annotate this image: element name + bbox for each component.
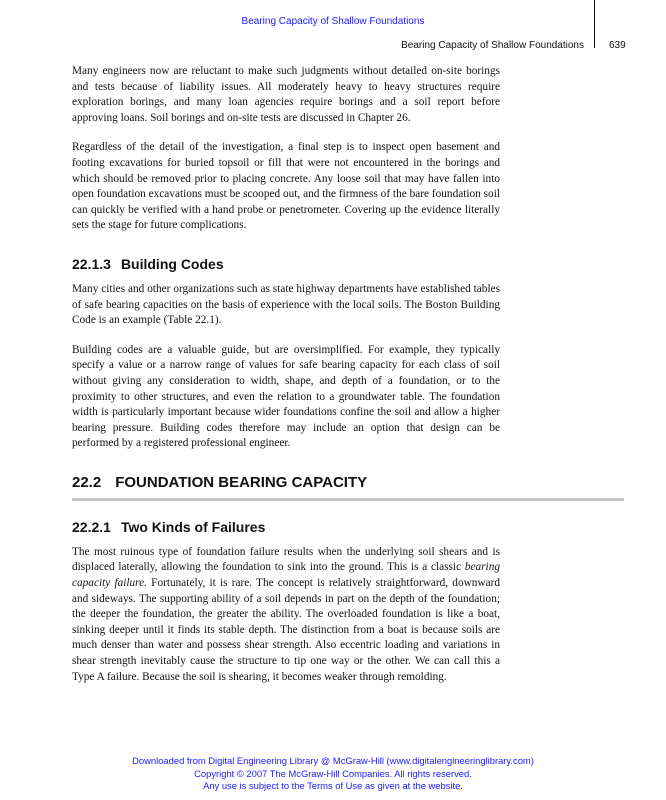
footer-terms-line: Any use is subject to the Terms of Use as given at the website. <box>203 780 463 792</box>
heading-rule <box>72 498 624 501</box>
page-body <box>72 64 500 685</box>
footer-notice <box>0 755 666 793</box>
section-title: Building Codes <box>120 255 224 272</box>
footer-copyright-line: Copyright © 2007 The McGraw-Hill Companies. All rights reserved. <box>194 767 472 779</box>
paragraph-3: Many cities and other organizations such as state highway departments have established tables of safe bearing capacities on the basis of experience with the local soils. The Boston Building Code is an example (Table 22.1). <box>72 282 500 327</box>
chapter-section-title: FOUNDATION BEARING CAPACITY <box>115 473 368 491</box>
paragraph-5 <box>72 545 500 685</box>
top-banner-title: Bearing Capacity of Shallow Foundations <box>241 16 425 27</box>
footer-download-line[interactable]: Downloaded from Digital Engineering Library @ McGraw-Hill (www.digitalengineeringlibrary.com) <box>132 755 534 766</box>
paragraph-1: Many engineers now are reluctant to make such judgments without detailed on-site borings and tests because of liability issues. All moderately heavy to heavy structures require exploration borings, and many loan agencies require borings and a soil report before approving loans. Soil borings and on-site tests are discussed in Chapter 26. <box>72 65 500 124</box>
emphasis-bearing-capacity-failure: bearing capacity failure. <box>72 561 500 590</box>
section-title: Two Kinds of Failures <box>120 518 266 535</box>
section-heading-building-codes <box>72 256 500 272</box>
section-number: 22.1.3 <box>72 255 111 272</box>
paragraph-5-text-a: The most ruinous type of foundation failure results when the underlying soil shears and is displaced laterally, allowing the foundation to sink into the ground. This is a classic <box>72 545 500 574</box>
paragraph-2: Regardless of the detail of the investigation, a final step is to inspect open basement and footing excavations for buried topsoil or fill that were not encountered in the borings and which should be removed prior to placing concrete. Any loose soil that may have fallen into open foundation excavations must be scooped out, and the firmness of the bare foundation soil can quickly be verified with a hand probe or penetrometer. Covering up the evidence literally sets the stage for future complications. <box>72 141 500 232</box>
paragraph-4: Building codes are a valuable guide, but are oversimplified. For example, they typically specify a value or a narrow range of values for safe bearing capacity for each class of soil without giving any consideration to width, shape, and depth of a foundation, or to the proximity to other structures, and even the relation to a groundwater table. The foundation width is particularly important because wider foundations confine the soil and allow a higher bearing pressure. Building codes therefore may include an option that design can be performed by a registered professional engineer. <box>72 343 500 450</box>
running-head: Bearing Capacity of Shallow Foundations <box>401 40 584 51</box>
section-heading-two-kinds-of-failures <box>72 519 500 535</box>
header-divider <box>594 0 595 48</box>
chapter-heading-foundation-bearing-capacity <box>72 474 500 491</box>
page-number: 639 <box>609 40 626 51</box>
chapter-section-number: 22.2 <box>72 473 102 491</box>
section-number: 22.2.1 <box>72 518 111 535</box>
paragraph-5-text-b: Fortunately, it is rare. The concept is relatively straightforward, downward and sideways. The supporting ability of a soil depends in part on the depth of the foundation; the deeper the foundation, the greater the ability. The overloaded foundation is like a boat, sinking deeper until it finds its stable depth. The distinction from a boat is because soils are much denser than water and possess shear strength. Also eccentric loading and variations in shear strength inevitably cause the structure to tip one way or the other. We can call this a Type A failure. Because the soil is shearing, it becomes weaker through remolding. <box>72 577 500 683</box>
